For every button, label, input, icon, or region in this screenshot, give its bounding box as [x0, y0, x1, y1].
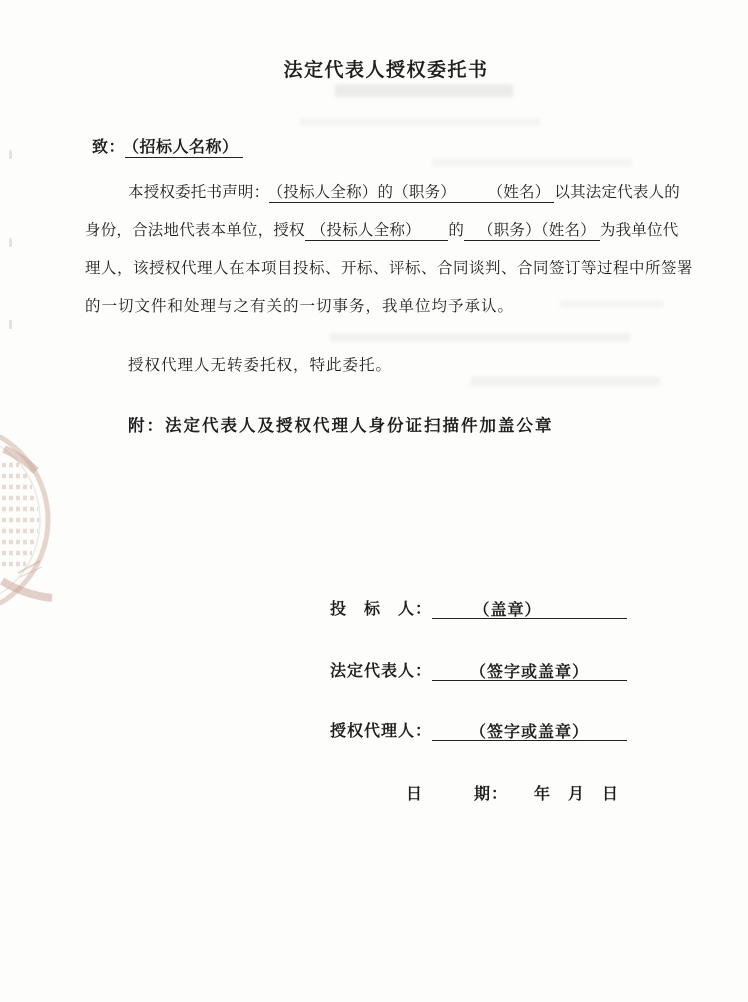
declaration-line-3: 理人，该授权代理人在本项目投标、开标、评标、合同谈判、合同签订等过程中所签署 [85, 260, 694, 277]
bleed-through-artifact [560, 300, 664, 308]
line2-blank2-underlined: （职务）（姓名） [464, 222, 600, 241]
bleed-through-artifact [335, 84, 513, 97]
line1-blank-underlined: （投标人全称）的（职务） （姓名） [269, 184, 554, 203]
bleed-through-artifact [300, 118, 540, 126]
bidder-label: 投 标 人： [330, 601, 433, 618]
bleed-through-artifact [330, 333, 630, 342]
scan-edge-artifact [9, 238, 12, 247]
bleed-through-artifact [470, 377, 660, 386]
legal-representative-signature-row [330, 658, 627, 681]
line1-lead: 本授权委托书声明： [128, 184, 270, 201]
date-line: 日 期： 年 月 日 [406, 786, 620, 803]
authorized-agent-signature-row [330, 718, 627, 741]
scan-edge-artifact [9, 320, 12, 329]
salutation-line [92, 134, 243, 157]
line2-mid: 的 [448, 222, 465, 239]
scan-edge-artifact [9, 150, 12, 159]
salutation-prefix: 致： [92, 139, 126, 156]
bidder-signature-row [330, 596, 627, 619]
seal-stamp [0, 435, 100, 605]
declaration-line-4: 的一切文件和处理与之有关的一切事务，我单位均予承认。 [85, 298, 515, 315]
no-subdelegation-line: 授权代理人无转委托权，特此委托。 [128, 357, 393, 374]
authorized-agent-signature-line: （签字或盖章） [432, 719, 627, 741]
document-title: 法定代表人授权委托书 [283, 60, 489, 81]
authorized-agent-label: 授权代理人： [330, 723, 433, 740]
legal-representative-label: 法定代表人： [330, 663, 433, 680]
bidder-signature-line: （盖章） [432, 597, 627, 619]
line2-tail: 为我单位代 [599, 222, 679, 239]
declaration-line-2 [85, 220, 678, 242]
bleed-through-artifact [432, 158, 632, 167]
line1-tail: 以其法定代表人的 [554, 184, 680, 201]
legal-representative-signature-line: （签字或盖章） [432, 659, 627, 681]
line2-lead: 身份，合法地代表本单位，授权 [85, 222, 305, 239]
bidder-name-blank: （招标人名称） [125, 139, 243, 158]
attachment-note: 附：法定代表人及授权代理人身份证扫描件加盖公章 [128, 416, 554, 435]
declaration-line-1 [85, 182, 680, 204]
line2-blank1-underlined: （投标人全称） [305, 222, 449, 241]
